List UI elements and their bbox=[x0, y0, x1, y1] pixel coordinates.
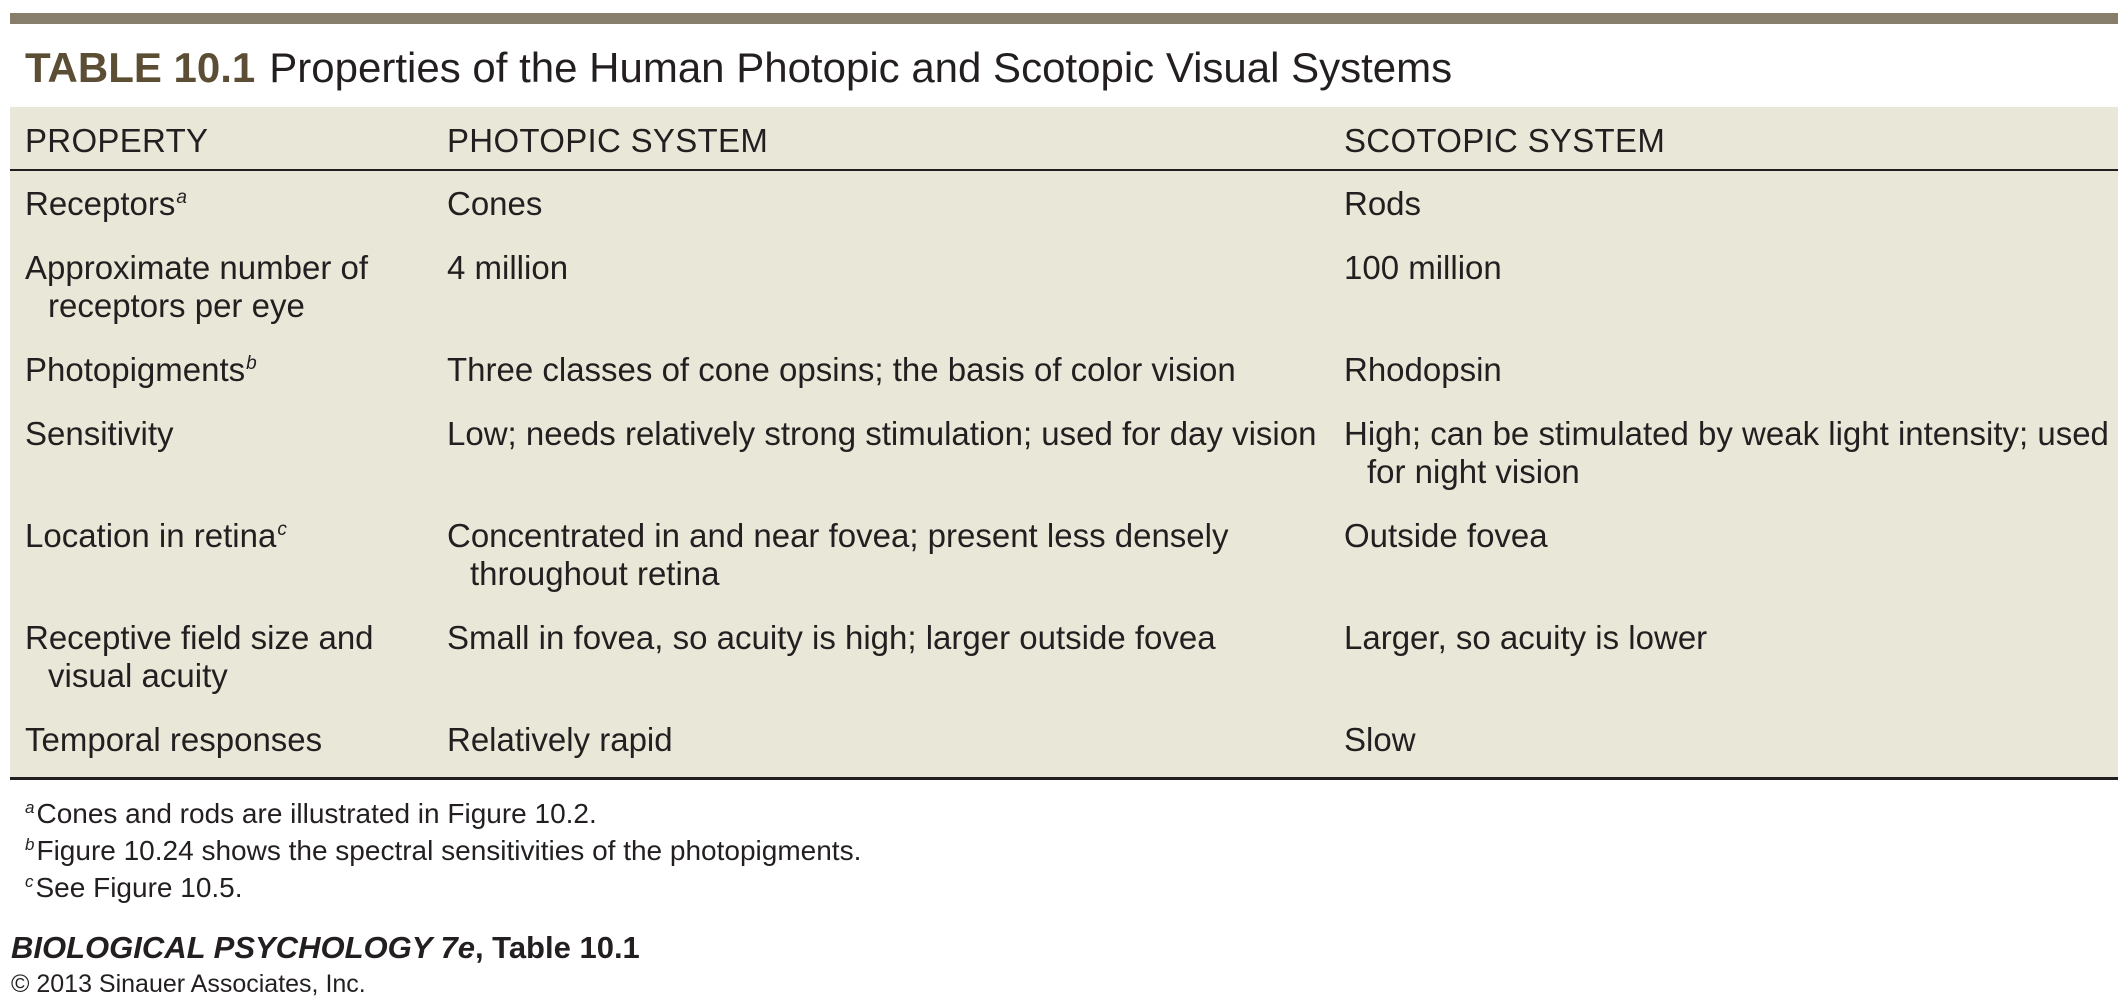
cell-scotopic: Rods bbox=[1344, 185, 1422, 222]
header-rule bbox=[10, 169, 2118, 171]
table-title-text: Properties of the Human Photopic and Scotopic Visual Systems bbox=[269, 44, 1453, 91]
cell-scotopic: Slow bbox=[1344, 721, 1416, 758]
cell-photopic: Low; needs relatively strong stimulation; used for day vision bbox=[447, 415, 1317, 452]
footnote-text: Figure 10.24 shows the spectral sensitivities of the photopigments. bbox=[36, 835, 862, 866]
cell-photopic: Small in fovea, so acuity is high; larger outside fovea bbox=[447, 619, 1216, 656]
cell-property bbox=[25, 619, 448, 695]
copyright-line: © 2013 Sinauer Associates, Inc. bbox=[11, 970, 366, 998]
cell-scotopic: Outside fovea bbox=[1344, 517, 1548, 554]
cell-photopic: Three classes of cone opsins; the basis of color vision bbox=[447, 351, 1236, 388]
cell-photopic: Cones bbox=[447, 185, 543, 222]
cell-scotopic: High; can be stimulated by weak light intensity; used for night vision bbox=[1344, 415, 2109, 490]
table-body bbox=[10, 107, 2118, 779]
footnotes bbox=[25, 795, 861, 906]
header-property: PROPERTY bbox=[25, 122, 209, 159]
cell-photopic: 4 million bbox=[447, 249, 569, 286]
footnote bbox=[25, 832, 861, 869]
cell-scotopic: Larger, so acuity is lower bbox=[1344, 619, 1708, 656]
property-text: Sensitivity bbox=[25, 415, 174, 452]
footnote-marker: a bbox=[25, 798, 35, 817]
property-text: Approximate number of receptors per eye bbox=[25, 249, 369, 324]
property-text: Photopigments bbox=[25, 351, 246, 388]
cell-property bbox=[25, 721, 448, 759]
footnote-marker: b bbox=[246, 353, 257, 374]
footnote bbox=[25, 869, 861, 906]
source-credit bbox=[11, 928, 640, 968]
footnote-marker: c bbox=[277, 519, 287, 540]
book-title: BIOLOGICAL PSYCHOLOGY 7e bbox=[11, 930, 475, 965]
footnote-marker: a bbox=[176, 187, 187, 208]
footnote-text: See Figure 10.5. bbox=[35, 872, 243, 903]
cell-property bbox=[25, 517, 448, 555]
cell-photopic: Concentrated in and near fovea; present less densely throughout retina bbox=[447, 517, 1229, 592]
bottom-rule bbox=[10, 777, 2118, 780]
footnote-marker: c bbox=[25, 872, 34, 891]
header-scotopic: SCOTOPIC SYSTEM bbox=[1344, 122, 1666, 159]
cell-property bbox=[25, 415, 448, 453]
cell-scotopic: 100 million bbox=[1344, 249, 1502, 286]
cell-photopic: Relatively rapid bbox=[447, 721, 673, 758]
cell-scotopic: Rhodopsin bbox=[1344, 351, 1502, 388]
footnote-marker: b bbox=[25, 835, 35, 854]
property-text: Receptive field size and visual acuity bbox=[25, 619, 374, 694]
property-text: Location in retina bbox=[25, 517, 277, 554]
cell-property bbox=[25, 185, 448, 223]
table-title bbox=[25, 38, 1452, 98]
cell-property bbox=[25, 249, 448, 325]
property-text: Receptors bbox=[25, 185, 176, 222]
property-text: Temporal responses bbox=[25, 721, 323, 758]
top-rule bbox=[10, 13, 2118, 24]
footnote bbox=[25, 795, 861, 832]
header-photopic: PHOTOPIC SYSTEM bbox=[447, 122, 769, 159]
table-header-row bbox=[10, 107, 2118, 169]
footnote-text: Cones and rods are illustrated in Figure 10.2. bbox=[36, 798, 597, 829]
cell-property bbox=[25, 351, 448, 389]
table-reference: , Table 10.1 bbox=[474, 930, 640, 965]
table-label: TABLE 10.1 bbox=[25, 44, 256, 91]
